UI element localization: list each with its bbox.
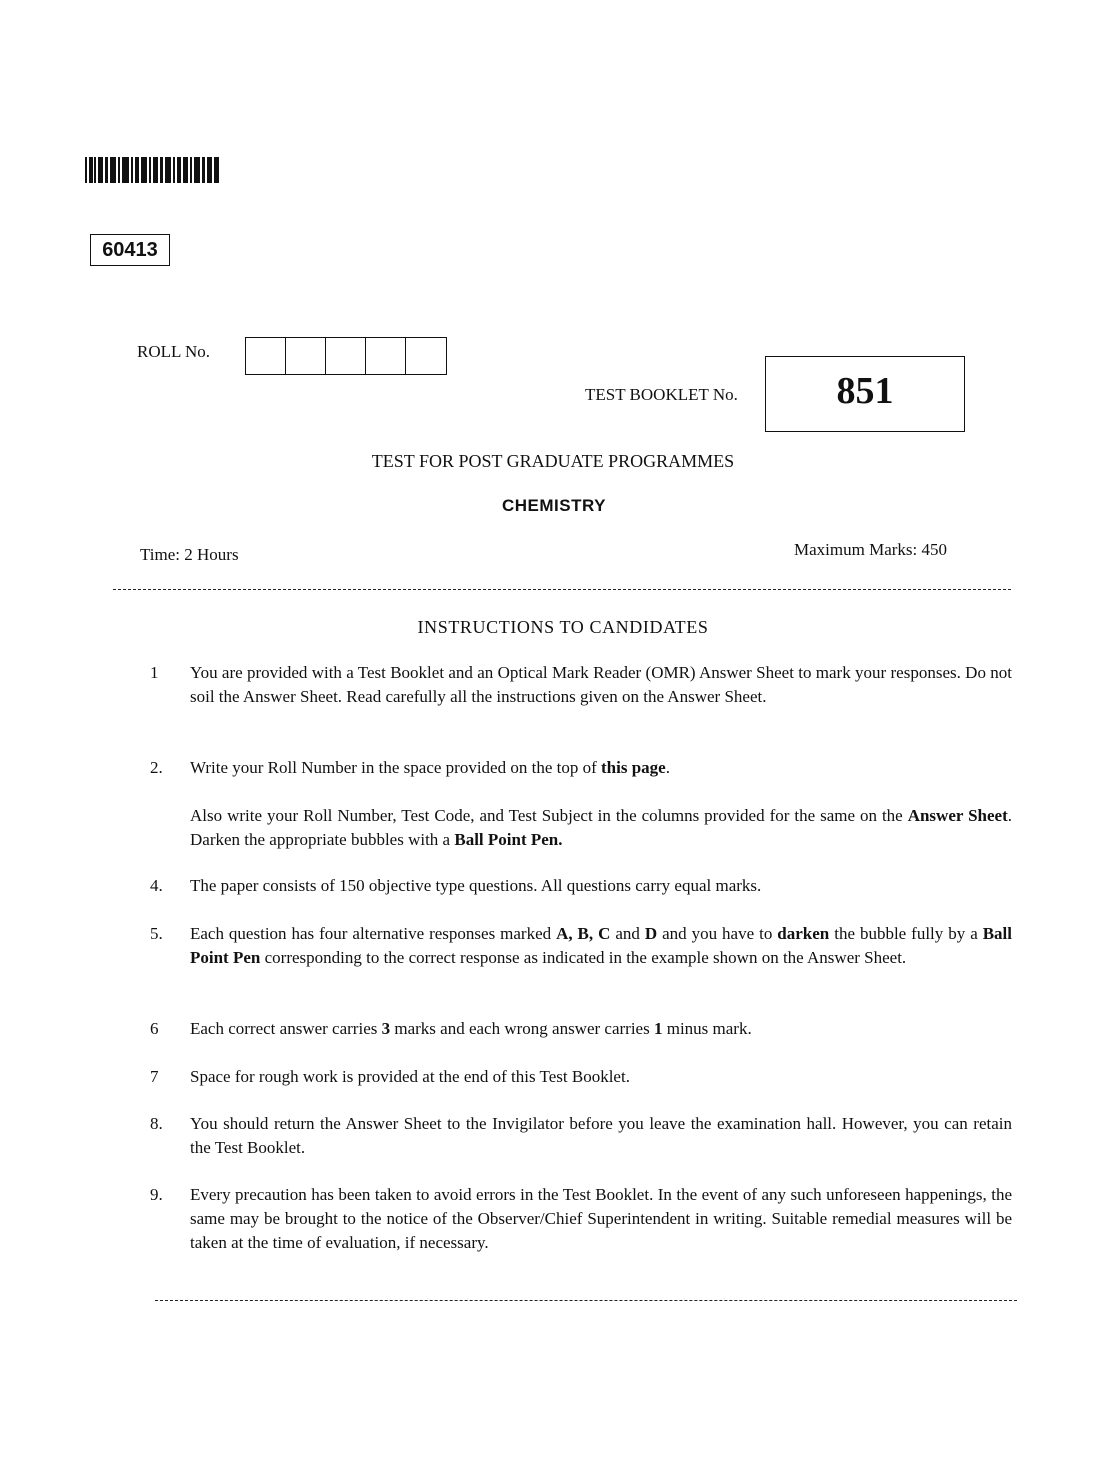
- instructions-heading: INSTRUCTIONS TO CANDIDATES: [417, 617, 709, 637]
- instruction-text: You should return the Answer Sheet to the Invigilator before you leave the examination hall. However, you can retain the Test Booklet.: [190, 1114, 1012, 1157]
- instruction-number: 2.: [150, 758, 163, 777]
- test-booklet-label: TEST BOOKLET No.: [585, 385, 738, 404]
- instruction-text: Space for rough work is provided at the end of this Test Booklet.: [190, 1067, 630, 1086]
- test-booklet-number: 851: [765, 356, 965, 432]
- instruction-number: 7: [150, 1067, 159, 1086]
- instruction-item: [150, 874, 1012, 898]
- instruction-item: [150, 804, 1012, 852]
- instruction-text: You are provided with a Test Booklet and an Optical Mark Reader (OMR) Answer Sheet to mark your responses. Do not soil the Answer Sheet. Read carefully all the instructions given on the Answer Sheet.: [190, 663, 1012, 706]
- roll-digit-box[interactable]: [326, 338, 366, 374]
- instruction-number: 6: [150, 1019, 159, 1038]
- maximum-marks: Maximum Marks: 450: [794, 540, 947, 559]
- instruction-number: 8.: [150, 1114, 163, 1133]
- instruction-item: [150, 1112, 1012, 1160]
- divider-bottom: [155, 1300, 1017, 1301]
- roll-digit-box[interactable]: [286, 338, 326, 374]
- instruction-item: [150, 661, 1012, 709]
- roll-number-boxes[interactable]: [245, 337, 447, 375]
- instruction-number: 5.: [150, 924, 163, 943]
- instruction-item: [150, 1017, 1012, 1041]
- instruction-text: Every precaution has been taken to avoid errors in the Test Booklet. In the event of any such unforeseen happenings, the same may be brought to the notice of the Observer/Chief Superintendent in writing. Suitable remedial measures will be taken at the time of evaluation, if necessary.: [190, 1185, 1012, 1252]
- instruction-text: Also write your Roll Number, Test Code, and Test Subject in the columns provided for the same on the Answer Sheet. Darken the appropriate bubbles with a Ball Point Pen.: [190, 806, 1012, 849]
- instruction-text: Each correct answer carries 3 marks and each wrong answer carries 1 minus mark.: [190, 1019, 752, 1038]
- roll-digit-box[interactable]: [406, 338, 446, 374]
- roll-digit-box[interactable]: [366, 338, 406, 374]
- roll-number-label: ROLL No.: [137, 342, 211, 361]
- paper-code-box: 60413: [90, 234, 170, 266]
- instruction-item: [150, 1065, 1012, 1089]
- instruction-number: 9.: [150, 1185, 163, 1204]
- instruction-item: [150, 756, 1012, 780]
- instruction-item: [150, 1183, 1012, 1255]
- instruction-text: Each question has four alternative responses marked A, B, C and D and you have to darken the bubble fully by a Ball Point Pen corresponding to the correct response as indicated in the example shown on the Answer Sheet.: [190, 924, 1012, 967]
- exam-duration: Time: 2 Hours: [140, 545, 239, 564]
- instruction-number: 4.: [150, 876, 163, 895]
- divider-top: [113, 589, 1011, 590]
- test-title: TEST FOR POST GRADUATE PROGRAMMES: [371, 451, 735, 471]
- instruction-text: The paper consists of 150 objective type questions. All questions carry equal marks.: [190, 876, 762, 895]
- instruction-number: 1: [150, 663, 159, 682]
- roll-digit-box[interactable]: [246, 338, 286, 374]
- instruction-text: Write your Roll Number in the space provided on the top of this page.: [190, 758, 670, 777]
- instruction-item: [150, 922, 1012, 970]
- barcode: [85, 157, 219, 183]
- subject-title: CHEMISTRY: [502, 496, 606, 515]
